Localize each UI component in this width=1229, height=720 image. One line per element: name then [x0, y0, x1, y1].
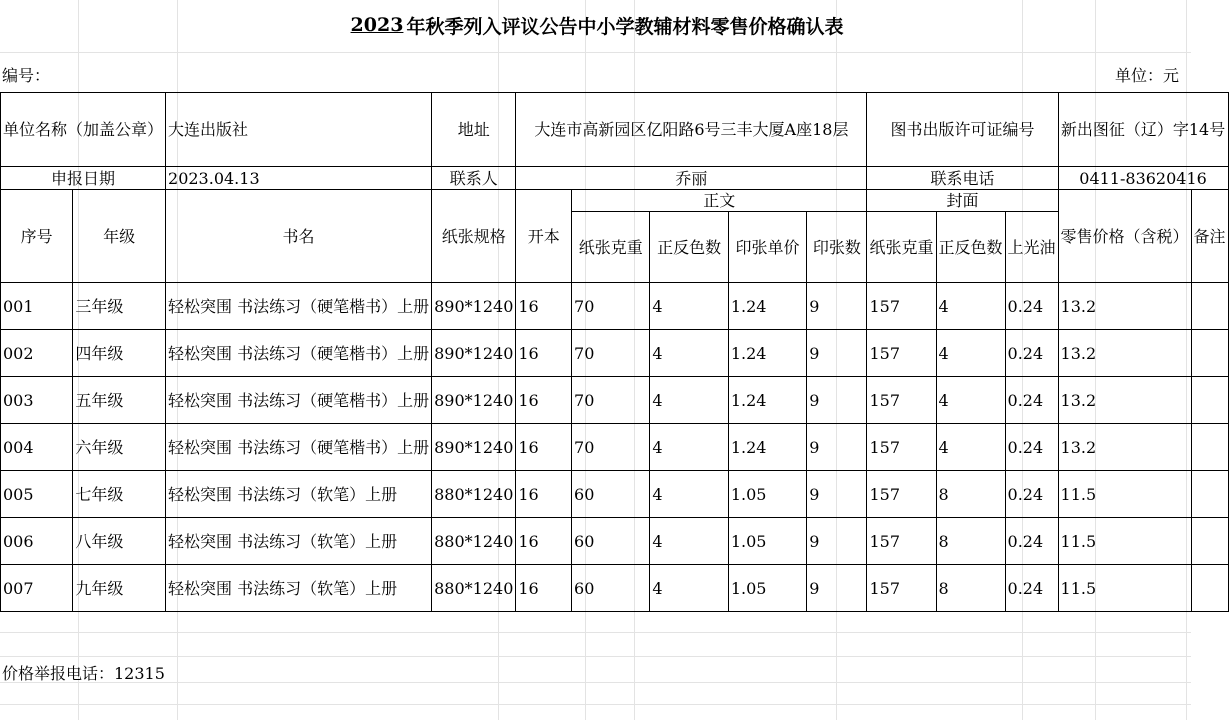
cell-cover-oil: 0.24	[1005, 424, 1058, 471]
table-row	[1, 330, 1229, 377]
table-row	[1, 565, 1229, 612]
phone-value: 0411-83620416	[1058, 167, 1228, 190]
cell-cover-weight: 157	[867, 565, 936, 612]
cell-book: 轻松突围 书法练习（硬笔楷书）上册	[166, 283, 432, 330]
cell-grade: 五年级	[73, 377, 166, 424]
cell-remark	[1191, 330, 1228, 377]
cell-cover-oil: 0.24	[1005, 377, 1058, 424]
cell-seq: 002	[1, 330, 73, 377]
table-row	[1, 377, 1229, 424]
cell-cover-oil: 0.24	[1005, 471, 1058, 518]
cell-cover-weight: 157	[867, 283, 936, 330]
header-cover-group: 封面	[867, 190, 1058, 212]
info-row-1	[1, 93, 1229, 167]
cell-book: 轻松突围 书法练习（软笔）上册	[166, 471, 432, 518]
unit-name-value: 大连出版社	[166, 93, 432, 167]
info-row-2	[1, 167, 1229, 190]
license-label: 图书出版许可证编号	[867, 93, 1058, 167]
cell-paper: 890*1240	[432, 424, 516, 471]
cell-text-weight: 70	[572, 330, 650, 377]
header-text-colors: 正反色数	[650, 212, 728, 283]
header-text-group: 正文	[572, 190, 867, 212]
cell-cover-weight: 157	[867, 424, 936, 471]
unit-label: 单位：元	[1114, 66, 1179, 85]
cell-text-unit-price: 1.24	[728, 283, 806, 330]
table-row	[1, 471, 1229, 518]
phone-label: 联系电话	[867, 167, 1058, 190]
cell-text-weight: 60	[572, 518, 650, 565]
address-value: 大连市高新园区亿阳路6号三丰大厦A座18层	[516, 93, 867, 167]
unit-name-label: 单位名称（加盖公章）	[1, 93, 166, 167]
cell-text-unit-price: 1.24	[728, 424, 806, 471]
table-row	[1, 283, 1229, 330]
cell-cover-colors: 4	[936, 283, 1005, 330]
cell-grade: 四年级	[73, 330, 166, 377]
table-row	[1, 518, 1229, 565]
cell-text-colors: 4	[650, 283, 728, 330]
contact-label: 联系人	[432, 167, 516, 190]
header-retail: 零售价格（含税）	[1058, 190, 1191, 283]
cell-cover-oil: 0.24	[1005, 330, 1058, 377]
cell-retail: 13.2	[1058, 283, 1191, 330]
price-confirmation-table	[0, 92, 1229, 612]
cell-text-sheets: 9	[807, 565, 867, 612]
cell-text-colors: 4	[650, 330, 728, 377]
cell-text-sheets: 9	[807, 518, 867, 565]
cell-format: 16	[516, 471, 572, 518]
cell-format: 16	[516, 565, 572, 612]
cell-text-colors: 4	[650, 565, 728, 612]
cell-text-sheets: 9	[807, 424, 867, 471]
address-label: 地址	[432, 93, 516, 167]
cell-cover-colors: 4	[936, 377, 1005, 424]
cell-seq: 006	[1, 518, 73, 565]
cell-seq: 004	[1, 424, 73, 471]
cell-format: 16	[516, 424, 572, 471]
cell-format: 16	[516, 283, 572, 330]
cell-cover-colors: 4	[936, 330, 1005, 377]
title-year: 2023	[350, 14, 404, 36]
cell-retail: 11.5	[1058, 565, 1191, 612]
cell-seq: 007	[1, 565, 73, 612]
cell-cover-oil: 0.24	[1005, 283, 1058, 330]
cell-grade: 七年级	[73, 471, 166, 518]
cell-paper: 880*1240	[432, 471, 516, 518]
cell-cover-oil: 0.24	[1005, 565, 1058, 612]
header-seq: 序号	[1, 190, 73, 283]
cell-grade: 三年级	[73, 283, 166, 330]
cell-text-unit-price: 1.05	[728, 565, 806, 612]
title-text: 年秋季列入评议公告中小学教辅材料零售价格确认表	[406, 15, 844, 38]
cell-grade: 六年级	[73, 424, 166, 471]
cell-remark	[1191, 518, 1228, 565]
table-row	[1, 424, 1229, 471]
cell-paper: 890*1240	[432, 377, 516, 424]
cell-text-sheets: 9	[807, 471, 867, 518]
cell-book: 轻松突围 书法练习（软笔）上册	[166, 565, 432, 612]
cell-cover-weight: 157	[867, 330, 936, 377]
cell-cover-weight: 157	[867, 377, 936, 424]
cell-text-colors: 4	[650, 377, 728, 424]
cell-grade: 九年级	[73, 565, 166, 612]
serial-label: 编号：	[2, 66, 51, 85]
cell-text-weight: 70	[572, 424, 650, 471]
header-grade: 年级	[73, 190, 166, 283]
cell-text-colors: 4	[650, 471, 728, 518]
cell-paper: 880*1240	[432, 518, 516, 565]
cell-text-weight: 70	[572, 283, 650, 330]
header-remark: 备注	[1191, 190, 1228, 283]
contact-value: 乔丽	[516, 167, 867, 190]
cell-text-colors: 4	[650, 424, 728, 471]
cell-cover-colors: 4	[936, 424, 1005, 471]
date-value: 2023.04.13	[166, 167, 432, 190]
header-text-unit-price: 印张单价	[728, 212, 806, 283]
cell-remark	[1191, 283, 1228, 330]
header-cover-colors: 正反色数	[936, 212, 1005, 283]
header-row-1	[1, 190, 1229, 212]
cell-cover-colors: 8	[936, 565, 1005, 612]
cell-text-sheets: 9	[807, 283, 867, 330]
cell-retail: 11.5	[1058, 471, 1191, 518]
cell-cover-colors: 8	[936, 518, 1005, 565]
header-text-weight: 纸张克重	[572, 212, 650, 283]
cell-text-weight: 60	[572, 471, 650, 518]
price-report-phone: 价格举报电话：12315	[2, 664, 165, 683]
cell-cover-weight: 157	[867, 471, 936, 518]
cell-cover-weight: 157	[867, 518, 936, 565]
cell-book: 轻松突围 书法练习（硬笔楷书）上册	[166, 424, 432, 471]
header-format: 开本	[516, 190, 572, 283]
header-text-sheets: 印张数	[807, 212, 867, 283]
cell-book: 轻松突围 书法练习（硬笔楷书）上册	[166, 377, 432, 424]
cell-retail: 13.2	[1058, 330, 1191, 377]
cell-format: 16	[516, 377, 572, 424]
cell-seq: 005	[1, 471, 73, 518]
cell-cover-oil: 0.24	[1005, 518, 1058, 565]
cell-text-sheets: 9	[807, 377, 867, 424]
header-paper: 纸张规格	[432, 190, 516, 283]
cell-text-unit-price: 1.05	[728, 518, 806, 565]
cell-remark	[1191, 471, 1228, 518]
cell-text-unit-price: 1.05	[728, 471, 806, 518]
cell-grade: 八年级	[73, 518, 166, 565]
cell-format: 16	[516, 518, 572, 565]
header-cover-weight: 纸张克重	[867, 212, 936, 283]
cell-text-colors: 4	[650, 518, 728, 565]
cell-text-weight: 70	[572, 377, 650, 424]
header-cover-oil: 上光油	[1005, 212, 1058, 283]
cell-remark	[1191, 424, 1228, 471]
date-label: 申报日期	[1, 167, 166, 190]
cell-paper: 880*1240	[432, 565, 516, 612]
cell-paper: 890*1240	[432, 330, 516, 377]
cell-retail: 13.2	[1058, 377, 1191, 424]
cell-text-weight: 60	[572, 565, 650, 612]
cell-seq: 003	[1, 377, 73, 424]
cell-text-unit-price: 1.24	[728, 377, 806, 424]
cell-remark	[1191, 565, 1228, 612]
header-book: 书名	[166, 190, 432, 283]
cell-seq: 001	[1, 283, 73, 330]
cell-paper: 890*1240	[432, 283, 516, 330]
cell-retail: 13.2	[1058, 424, 1191, 471]
cell-book: 轻松突围 书法练习（软笔）上册	[166, 518, 432, 565]
cell-text-sheets: 9	[807, 330, 867, 377]
license-value: 新出图征（辽）字14号	[1058, 93, 1228, 167]
cell-format: 16	[516, 330, 572, 377]
cell-text-unit-price: 1.24	[728, 330, 806, 377]
cell-retail: 11.5	[1058, 518, 1191, 565]
page-title	[0, 10, 1191, 40]
cell-remark	[1191, 377, 1228, 424]
cell-cover-colors: 8	[936, 471, 1005, 518]
cell-book: 轻松突围 书法练习（硬笔楷书）上册	[166, 330, 432, 377]
